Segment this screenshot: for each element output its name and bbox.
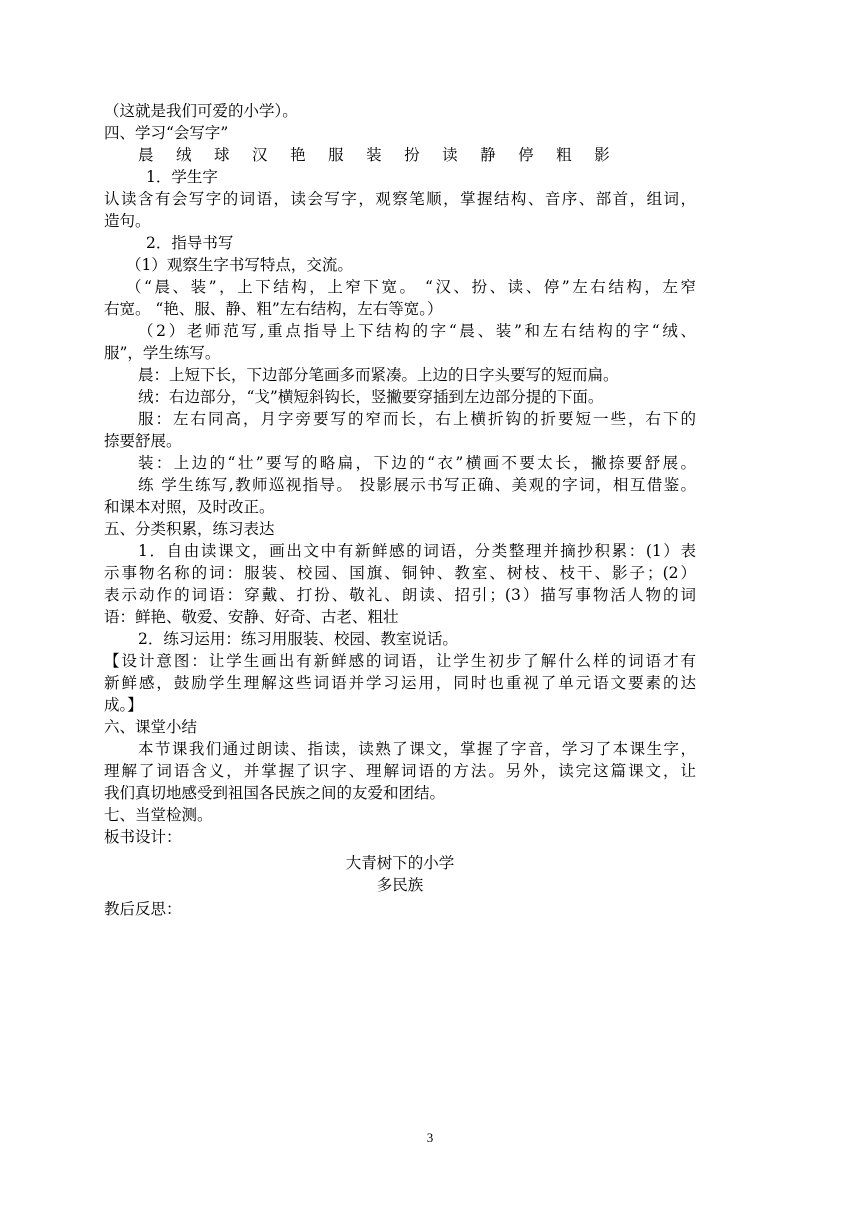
- text-line: 晨：上短下长，下边部分笔画多而紧凑。上边的日字头要写的短而扁。: [138, 366, 619, 384]
- character: 服: [328, 146, 344, 164]
- text-line: 本节课我们通过朗读、指读，读熟了课文，掌握了字音，学习了本课生字，: [138, 740, 696, 758]
- section-heading: 七、当堂检测。: [104, 806, 213, 824]
- text-line: 表示动作的词语：穿戴、打扮、敬礼、朗读、招引；(3）描写事物活人物的词: [104, 586, 696, 604]
- text-line: 认读含有会写字的词语，读会写字，观察笔顺，掌握结构、音序、部首，组词，: [104, 190, 696, 208]
- text-line: 服：左右同高，月字旁要写的窄而长，右上横折钩的折要短一些，右下的: [138, 410, 696, 428]
- character: 球: [214, 146, 230, 164]
- character-row: [138, 144, 632, 166]
- page-number: 3: [426, 1130, 434, 1145]
- text-line: 2．练习运用：练习用服装、校园、教室说话。: [138, 630, 458, 648]
- section-heading: 五、分类积累，练习表达: [104, 520, 275, 538]
- board-title: 大青树下的小学: [345, 854, 455, 872]
- character: 绒: [176, 146, 192, 164]
- text-line: 教后反思：: [104, 900, 182, 918]
- text-line: 1．自由读课文，画出文中有新鲜感的词语，分类整理并摘抄积累：(1）表: [138, 542, 696, 560]
- subheading: 2．指导书写: [146, 234, 234, 252]
- text-line: 我们真切地感受到祖国各民族之间的友爱和团结。: [104, 784, 446, 802]
- character: 影: [594, 146, 610, 164]
- character: 停: [518, 146, 534, 164]
- text-line: 和课本对照，及时改正。: [104, 498, 275, 516]
- text-line: 装：上边的“壮”要写的略扁，下边的“衣”横画不要太长，撇捺要舒展。: [138, 454, 696, 472]
- character: 静: [480, 146, 496, 164]
- character: 装: [366, 146, 382, 164]
- design-intent: 新鲜感，鼓励学生理解这些词语并学习运用，同时也重视了单元语文要素的达: [104, 674, 696, 692]
- character: 汉: [252, 146, 268, 164]
- text-line: 板书设计：: [104, 828, 182, 846]
- section-heading: 四、学习“会写字”: [104, 124, 229, 142]
- character: 粗: [556, 146, 572, 164]
- subheading: 1．学生字: [146, 168, 218, 186]
- text-line: 绒：右边部分，“戈”横短斜钩长，竖撇要穿插到左边部分提的下面。: [138, 388, 604, 406]
- section-heading: 六、课堂小结: [104, 718, 198, 736]
- text-line: 理解了词语含义，并掌握了识字、理解词语的方法。另外，读完这篇课文，让: [104, 762, 696, 780]
- character: 晨: [138, 146, 154, 164]
- text-line: 造句。: [104, 212, 151, 230]
- text-line: （“晨、装”，上下结构，上窄下宽。 “汉、扮、读、停”左右结构，左窄: [126, 278, 696, 296]
- character: 扮: [404, 146, 420, 164]
- text-line: 捺要舒展。: [104, 432, 182, 450]
- text-line: （2）老师范写,重点指导上下结构的字“晨、装”和左右结构的字“绒、: [138, 322, 696, 340]
- text-line: 服”，学生练写。: [104, 344, 221, 362]
- design-intent: 【设计意图：让学生画出有新鲜感的词语，让学生初步了解什么样的词语才有: [104, 652, 696, 670]
- text-line: 练 学生练写,教师巡视指导。 投影展示书写正确、美观的字词，相互借鉴。: [138, 476, 696, 494]
- design-intent: 成。】: [104, 696, 143, 714]
- text-line: 语：鲜艳、敬爱、安静、好奇、古老、粗壮: [104, 608, 399, 626]
- text-line: 右宽。 “艳、服、静、粗”左右结构，左右等宽。）: [104, 300, 443, 318]
- character: 艳: [290, 146, 306, 164]
- text-line: 示事物名称的词：服装、校园、国旗、铜钟、教室、树枝、枝干、影子；(2）: [104, 564, 696, 582]
- text-line: （1）观察生字书写特点，交流。: [126, 256, 353, 274]
- board-subtitle: 多民族: [376, 876, 424, 894]
- text-line: （这就是我们可爱的小学）。: [104, 102, 298, 120]
- character: 读: [442, 146, 458, 164]
